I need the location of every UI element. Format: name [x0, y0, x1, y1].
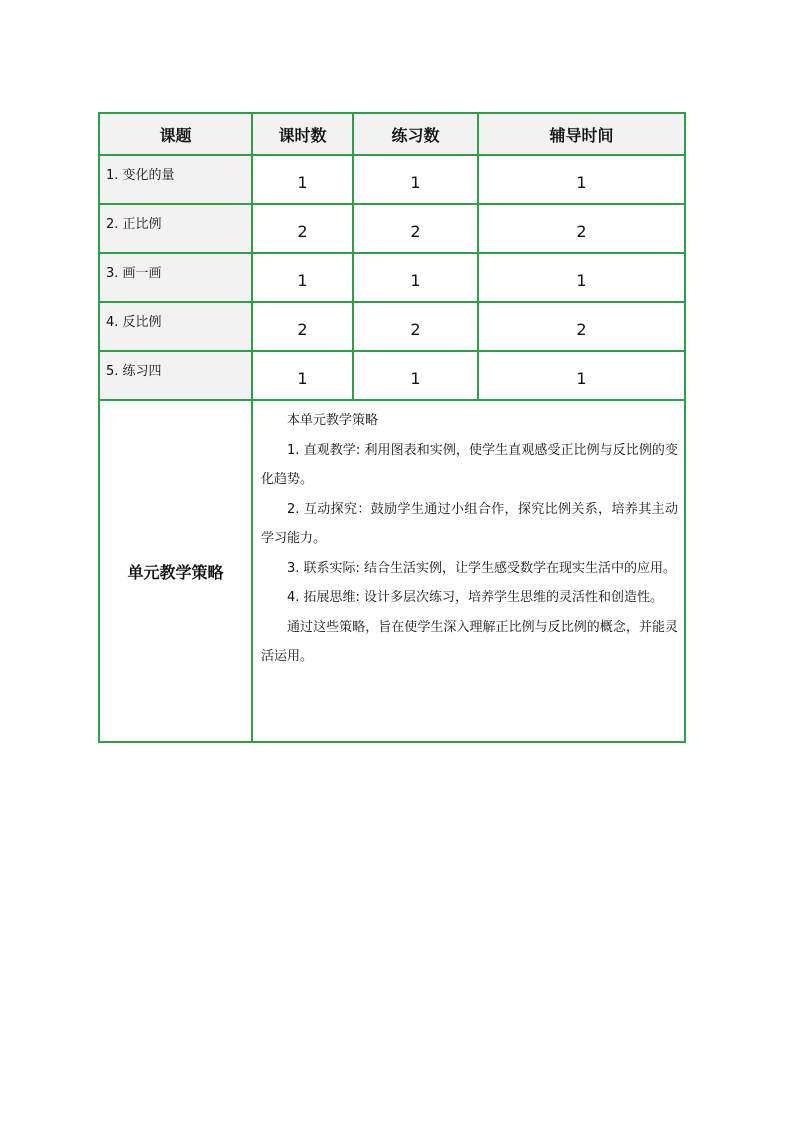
tutoring-time-cell: 2: [478, 302, 685, 351]
strategy-paragraph: 3. 联系实际: 结合生活实例，让学生感受数学在现实生活中的应用。: [287, 560, 677, 576]
table-row: [99, 302, 685, 351]
lesson-topic: 5. 练习四: [99, 351, 252, 400]
lesson-topic: 3. 画一画: [99, 253, 252, 302]
strategy-paragraph: 通过这些策略，旨在使学生深入理解正比例与反比例的概念，并能灵活运用。: [261, 619, 678, 664]
lesson-topic: 2. 正比例: [99, 204, 252, 253]
header-exercise-count: 练习数: [353, 113, 478, 155]
table-row: [99, 155, 685, 204]
tutoring-time-cell: 1: [478, 253, 685, 302]
lesson-topic: 1. 变化的量: [99, 155, 252, 204]
tutoring-time-cell: 1: [478, 155, 685, 204]
exercise-count-cell: 2: [353, 204, 478, 253]
class-hours-cell: 2: [252, 204, 353, 253]
strategy-row: [99, 400, 685, 742]
strategy-paragraph: 4. 拓展思维: 设计多层次练习，培养学生思维的灵活性和创造性。: [287, 590, 664, 605]
table-row: [99, 204, 685, 253]
tutoring-time-cell: 2: [478, 204, 685, 253]
header-class-hours: 课时数: [252, 113, 353, 155]
strategy-heading: 本单元教学策略: [287, 413, 379, 428]
class-hours-cell: 1: [252, 253, 353, 302]
header-row: [99, 113, 685, 155]
class-hours-cell: 1: [252, 351, 353, 400]
header-tutoring-time: 辅导时间: [478, 113, 685, 155]
table-row: [99, 253, 685, 302]
strategy-paragraph: 1. 直观教学: 利用图表和实例，使学生直观感受正比例与反比例的变化趋势。: [261, 442, 678, 487]
header-topic: 课题: [99, 113, 252, 155]
strategy-paragraph: 2. 互动探究：鼓励学生通过小组合作，探究比例关系，培养其主动学习能力。: [261, 501, 678, 546]
exercise-count-cell: 2: [353, 302, 478, 351]
class-hours-cell: 1: [252, 155, 353, 204]
strategy-label: 单元教学策略: [99, 400, 252, 742]
strategy-content: [252, 400, 685, 742]
class-hours-cell: 2: [252, 302, 353, 351]
exercise-count-cell: 1: [353, 351, 478, 400]
unit-plan-table: [98, 112, 686, 743]
document-page: [98, 112, 684, 719]
exercise-count-cell: 1: [353, 253, 478, 302]
table-row: [99, 351, 685, 400]
tutoring-time-cell: 1: [478, 351, 685, 400]
exercise-count-cell: 1: [353, 155, 478, 204]
lesson-topic: 4. 反比例: [99, 302, 252, 351]
